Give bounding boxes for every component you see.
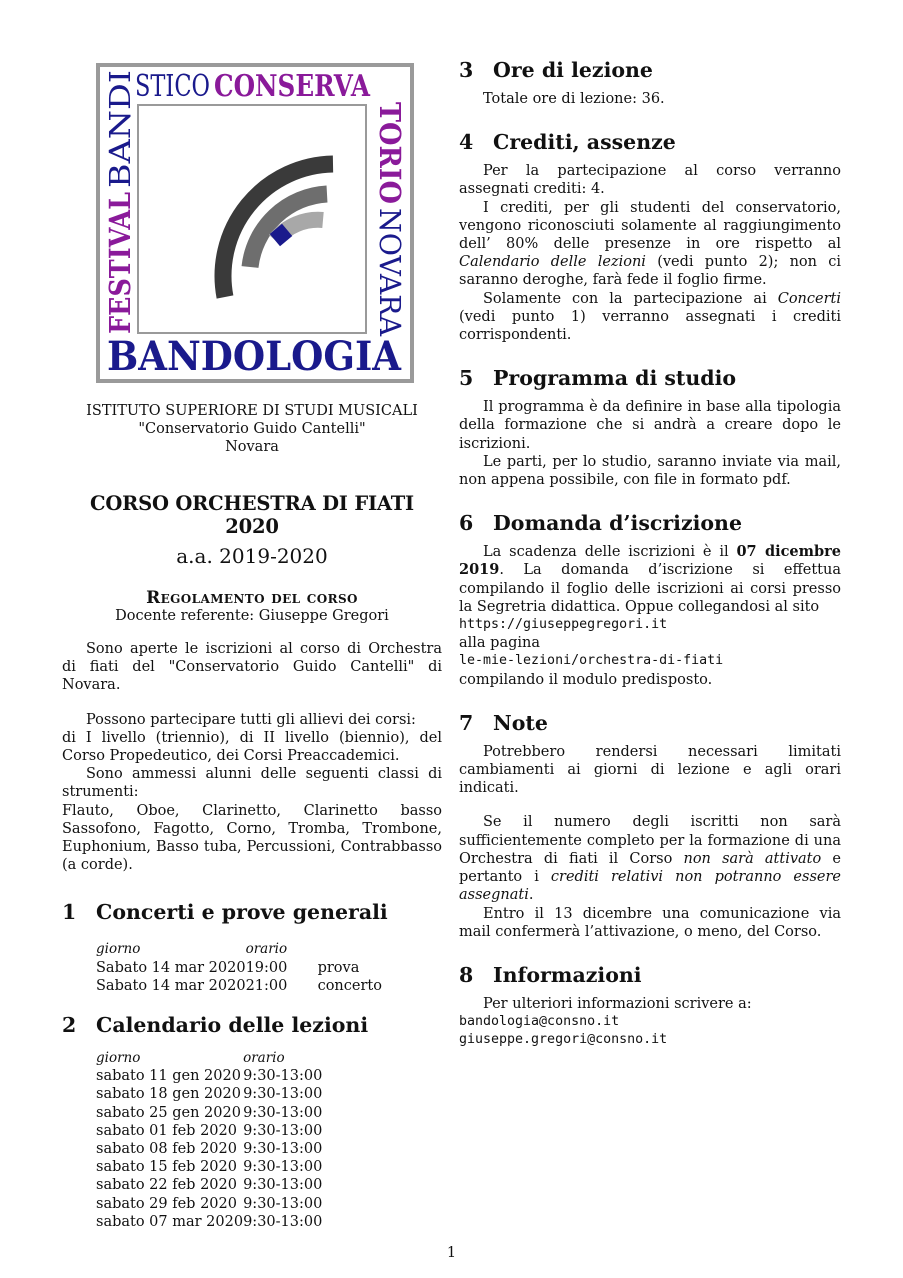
cell-day: Sabato 14 mar 2020 bbox=[96, 959, 246, 976]
deadline-date: 07 dicembre 2019 bbox=[459, 543, 841, 579]
section-number: 5 bbox=[459, 366, 474, 391]
section-8-heading bbox=[459, 963, 841, 987]
sec7-paragraph-3: Entro il 13 dicembre una comunicazione via mail confermerà l’attivazione, o meno, del Corso. bbox=[459, 905, 841, 940]
logo-right-text-b: NOVARA bbox=[373, 208, 407, 340]
cell-type: prova bbox=[317, 959, 360, 976]
cell-day: sabato 22 feb 2020 bbox=[96, 1177, 237, 1194]
course-title: CORSO ORCHESTRA DI FIATI 2020 bbox=[90, 492, 414, 538]
sec3-paragraph: Totale ore di lezione: 36. bbox=[483, 91, 665, 107]
bandologia-logo bbox=[95, 62, 415, 384]
sec5-paragraph-2: Le parti, per lo studio, saranno inviate via mail, non appena possibile, con file in formato pdf. bbox=[459, 453, 841, 489]
section-title: Note bbox=[493, 710, 548, 735]
section-title: Domanda d’iscrizione bbox=[493, 511, 743, 536]
table-row bbox=[96, 1067, 322, 1085]
intro-paragraph-4: Sono ammessi alunni delle seguenti classi di strumenti: bbox=[62, 766, 442, 801]
cell-day: sabato 18 gen 2020 bbox=[96, 1086, 241, 1103]
cell-time: 9:30-13:00 bbox=[243, 1104, 323, 1121]
cell-day: sabato 29 feb 2020 bbox=[96, 1195, 237, 1212]
section-title: Ore di lezione bbox=[493, 58, 653, 82]
lessons-table bbox=[96, 1049, 322, 1231]
sec6-line-3: compilando il modulo predisposto. bbox=[459, 671, 713, 688]
section-number: 7 bbox=[459, 710, 474, 735]
italic-span: Concerti bbox=[777, 290, 841, 307]
regulation-title: Regolamento del corso bbox=[146, 588, 358, 608]
italic-span: Calendario delle lezioni bbox=[459, 254, 646, 271]
page-number: 1 bbox=[446, 1245, 457, 1261]
cell-time: 21:00 bbox=[245, 977, 288, 994]
institute-block bbox=[62, 402, 442, 456]
section-1-heading bbox=[62, 900, 442, 924]
section-title: Concerti e prove generali bbox=[96, 900, 388, 925]
cell-time: 9:30-13:00 bbox=[243, 1159, 323, 1176]
concerts-table bbox=[96, 940, 382, 995]
cell-day: sabato 15 feb 2020 bbox=[96, 1159, 237, 1176]
sec7-paragraph-2 bbox=[459, 813, 841, 904]
table-row bbox=[96, 1122, 322, 1140]
text-span: e pertanto i bbox=[459, 850, 841, 886]
section-title: Programma di studio bbox=[493, 366, 737, 391]
table-row bbox=[96, 1176, 322, 1194]
logo-left-text-a: FESTIVAL bbox=[103, 172, 137, 334]
text-span: (vedi punto 1) verranno assegnati i crediti corrispondenti. bbox=[459, 308, 841, 344]
text-span: . bbox=[528, 887, 534, 904]
email-link-1[interactable]: bandologia@consno.it bbox=[459, 1014, 620, 1030]
cell-time: 9:30-13:00 bbox=[243, 1177, 323, 1194]
section-number: 3 bbox=[459, 58, 474, 82]
table-row bbox=[96, 959, 382, 977]
sec4-paragraph-3 bbox=[459, 290, 841, 345]
cell-time: 9:30-13:00 bbox=[243, 1122, 323, 1139]
logo-top-text-b: CONSERVA bbox=[214, 69, 371, 104]
text-span: Se il numero degli iscritti non sarà sufficientemente completo per la formazione di una Orchestra di fiati il Corso bbox=[459, 814, 841, 867]
teacher-line: Docente referente: Giuseppe Gregori bbox=[115, 608, 389, 624]
text-span: La scadenza delle iscrizioni è il bbox=[483, 544, 737, 561]
intro-paragraph-2: Possono partecipare tutti gli allievi dei corsi: bbox=[86, 711, 416, 728]
cell-day: sabato 08 feb 2020 bbox=[96, 1141, 237, 1158]
course-year: a.a. 2019-2020 bbox=[176, 544, 328, 568]
cell-time: 9:30-13:00 bbox=[243, 1195, 323, 1212]
table-row bbox=[96, 977, 382, 995]
cell-day: sabato 11 gen 2020 bbox=[96, 1068, 241, 1085]
cell-time: 9:30-13:00 bbox=[243, 1141, 323, 1158]
cell-day: sabato 25 gen 2020 bbox=[96, 1104, 241, 1121]
sec6-paragraph-1 bbox=[459, 543, 841, 616]
cell-day: sabato 01 feb 2020 bbox=[96, 1122, 237, 1139]
cell-day: sabato 07 mar 2020 bbox=[96, 1213, 244, 1230]
section-2-heading bbox=[62, 1013, 442, 1037]
section-3-heading bbox=[459, 58, 841, 82]
sec7-paragraph-1: Potrebbero rendersi necessari limitati cambiamenti ai giorni di lezione e agli orari indicati. bbox=[459, 743, 841, 797]
text-span: I crediti, per gli studenti del conservatorio, vengono riconosciuti solamente al raggiungimento dell’ 80% delle presenze in ore rispetto al bbox=[459, 199, 841, 253]
cell-type: concerto bbox=[317, 977, 382, 994]
col-header-day: giorno bbox=[96, 1050, 141, 1067]
table-row bbox=[96, 1104, 322, 1122]
section-number: 6 bbox=[459, 511, 474, 536]
left-column bbox=[62, 62, 442, 1231]
right-column bbox=[459, 58, 841, 1050]
sec5-paragraph-1: Il programma è da definire in base alla tipologia della formazione che si andrà a creare dopo le iscrizioni. bbox=[459, 399, 841, 452]
sec4-paragraph-1: Per la partecipazione al corso verranno assegnati crediti: 4. bbox=[459, 163, 841, 198]
logo-top-text-a: STICO bbox=[135, 69, 210, 104]
table-row bbox=[96, 1140, 322, 1158]
intro-paragraph-1: Sono aperte le iscrizioni al corso di Orchestra di fiati del "Conservatorio Guido Cantelli" di Novara. bbox=[62, 641, 442, 694]
text-span: (vedi punto 2); non ci saranno deroghe, farà fede il foglio firme. bbox=[459, 254, 841, 289]
section-5-heading bbox=[459, 366, 841, 390]
text-span: Solamente con la partecipazione ai bbox=[483, 290, 778, 307]
sec6-line-2: alla pagina bbox=[459, 635, 541, 652]
logo-right-text-a: TORIO bbox=[373, 102, 407, 212]
sec8-paragraph-1: Per ulteriori informazioni scrivere a: bbox=[483, 995, 752, 1012]
cell-day: Sabato 14 mar 2020 bbox=[96, 977, 246, 994]
section-title: Crediti, assenze bbox=[493, 130, 676, 155]
italic-span: non sarà attivato bbox=[683, 850, 822, 867]
table-row bbox=[96, 1213, 322, 1231]
section-number: 4 bbox=[459, 130, 474, 155]
section-number: 1 bbox=[62, 900, 77, 925]
table-header bbox=[96, 1049, 322, 1067]
site-url-link[interactable]: https://giuseppegregori.it bbox=[459, 617, 668, 633]
section-7-heading bbox=[459, 711, 841, 735]
page-path-link[interactable]: le-mie-lezioni/orchestra-di-fiati bbox=[459, 653, 724, 669]
logo-inner-frame bbox=[138, 105, 366, 333]
italic-span: crediti relativi non potranno essere assegnati bbox=[459, 869, 841, 904]
institute-line-2: "Conservatorio Guido Cantelli" bbox=[138, 421, 366, 437]
text-span: . La domanda d’iscrizione si effettua compilando il foglio delle iscrizioni ai corsi presso la Segretria didattica. Oppue collegandosi al sito bbox=[459, 562, 841, 615]
institute-line-3: Novara bbox=[225, 439, 279, 455]
section-title: Informazioni bbox=[493, 962, 642, 987]
col-header-day: giorno bbox=[96, 941, 141, 958]
section-4-heading bbox=[459, 130, 841, 154]
table-header bbox=[96, 940, 382, 958]
table-row bbox=[96, 1195, 322, 1213]
section-number: 2 bbox=[62, 1013, 77, 1038]
sec4-paragraph-2 bbox=[459, 199, 841, 290]
cell-time: 19:00 bbox=[245, 959, 288, 976]
institute-line-1: ISTITUTO SUPERIORE DI STUDI MUSICALI bbox=[86, 403, 418, 419]
table-row bbox=[96, 1158, 322, 1176]
section-number: 8 bbox=[459, 962, 474, 987]
logo-left-text-b: BANDI bbox=[103, 85, 137, 188]
table-row bbox=[96, 1085, 322, 1103]
intro-paragraph-5: Flauto, Oboe, Clarinetto, Clarinetto basso Sassofono, Fagotto, Corno, Tromba, Trombone, Euphonium, Basso tuba, Percussioni, Contrabbasso (a corde). bbox=[62, 802, 442, 874]
logo-bottom-text: BANDOLOGIA bbox=[107, 333, 402, 380]
cell-time: 9:30-13:00 bbox=[243, 1068, 323, 1085]
cell-time: 9:30-13:00 bbox=[243, 1213, 323, 1230]
section-title: Calendario delle lezioni bbox=[96, 1013, 369, 1038]
col-header-time: orario bbox=[243, 1050, 285, 1067]
section-6-heading bbox=[459, 511, 841, 535]
col-header-time: orario bbox=[245, 941, 288, 958]
cell-time: 9:30-13:00 bbox=[243, 1086, 323, 1103]
email-link-2[interactable]: giuseppe.gregori@consno.it bbox=[459, 1032, 668, 1048]
intro-paragraph-3: di I livello (triennio), di II livello (biennio), del Corso Propedeutico, dei Corsi Preaccademici. bbox=[62, 729, 442, 765]
